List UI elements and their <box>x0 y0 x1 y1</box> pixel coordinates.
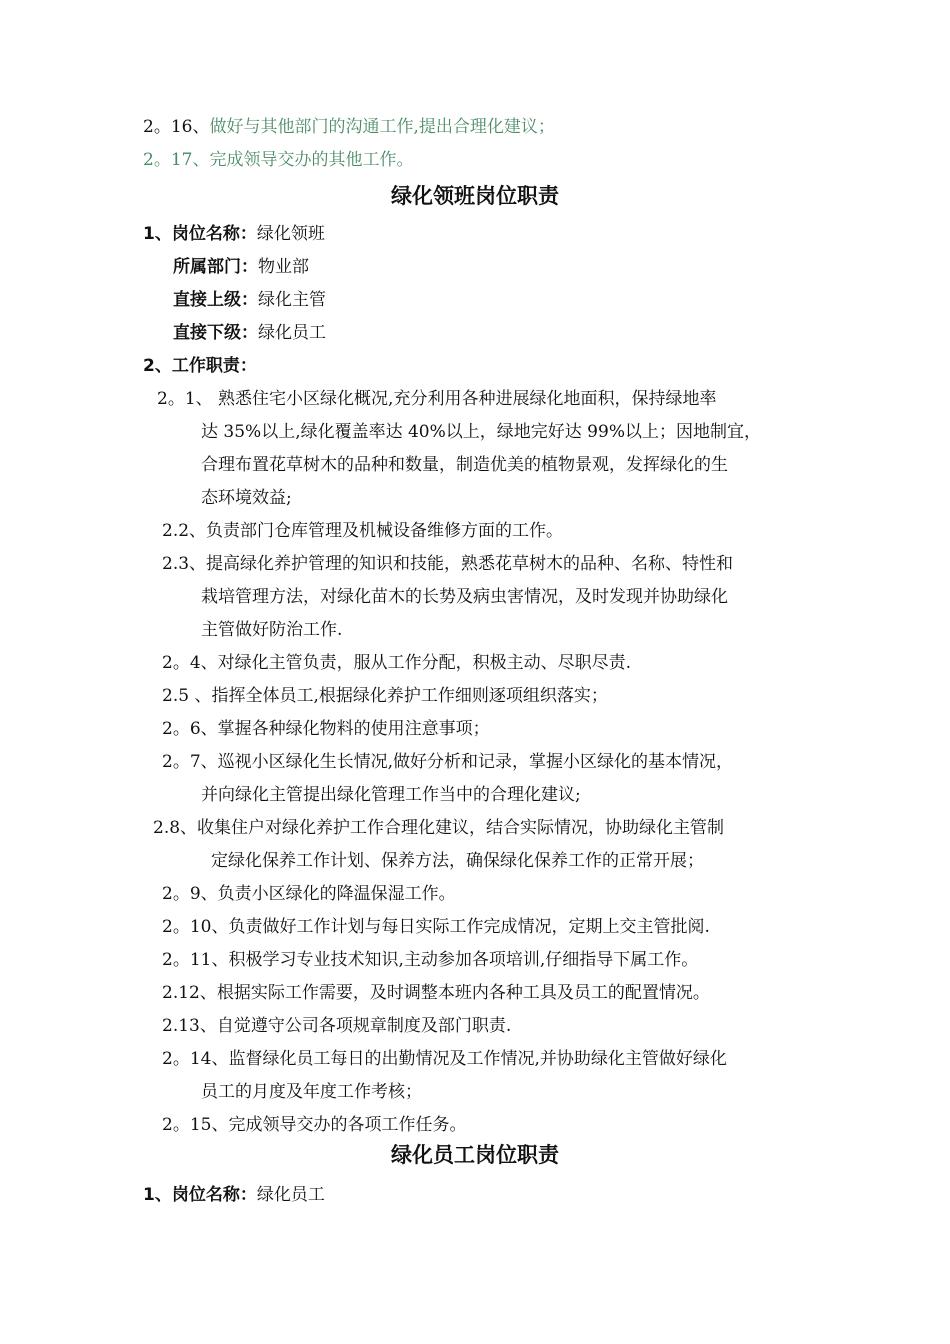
superior-row <box>173 288 326 312</box>
duty-line: 2。6、掌握各种绿化物料的使用注意事项； <box>162 719 490 739</box>
department-label: 所属部门： <box>173 257 258 277</box>
department-row <box>173 255 309 279</box>
duty-line: 2。1、 熟悉住宅小区绿化概况,充分利用各种进展绿化地面积，保持绿地率 <box>157 389 717 409</box>
item-text: 做好与其他部门的沟通工作,提出合理化建议； <box>209 117 555 137</box>
subordinate-row <box>173 321 326 345</box>
post-name-value: 绿化领班 <box>256 224 325 244</box>
duty-line: 2。9、负责小区绿化的降温保湿工作。 <box>162 884 456 904</box>
duty-line: 合理布置花草树木的品种和数量，制造优美的植物景观，发挥绿化的生 <box>201 455 728 475</box>
duty-line: 2.2、负责部门仓库管理及机械设备维修方面的工作。 <box>162 521 564 541</box>
item-number: 2。16、 <box>143 117 210 137</box>
duty-line: 达 35%以上,绿化覆盖率达 40%以上，绿地完好达 99%以上；因地制宜， <box>201 422 761 442</box>
duty-line: 并向绿化主管提出绿化管理工作当中的合理化建议; <box>201 785 581 805</box>
superior-label: 直接上级： <box>173 290 258 310</box>
duty-line: 员工的月度及年度工作考核； <box>201 1082 422 1102</box>
item-number: 2。17、 <box>143 150 210 170</box>
duty-line: 2.12、根据实际工作需要，及时调整本班内各种工具及员工的配置情况。 <box>162 983 710 1003</box>
duty-line: 定绿化保养工作计划、保养方法，确保绿化保养工作的正常开展； <box>211 851 704 871</box>
item-2-16 <box>143 115 555 139</box>
item-number: 1、 <box>143 1185 172 1205</box>
post-name-label: 岗位名称： <box>171 224 257 244</box>
department-value: 物业部 <box>258 257 309 277</box>
post-name-row <box>143 222 325 246</box>
duty-line: 2。10、负责做好工作计划与每日实际工作完成情况，定期上交主管批阅. <box>162 917 710 937</box>
section-title-leader: 绿化领班岗位职责 <box>391 184 559 208</box>
post-name-value: 绿化员工 <box>256 1185 325 1205</box>
item-text: 完成领导交办的其他工作。 <box>209 150 414 170</box>
superior-value: 绿化主管 <box>258 290 326 310</box>
duty-line: 2.3、提高绿化养护管理的知识和技能，熟悉花草树木的品种、名称、特性和 <box>162 554 734 574</box>
post-name-label: 岗位名称： <box>171 1185 257 1205</box>
duty-line: 2。11、积极学习专业技术知识,主动参加各项培训,仔细指导下属工作。 <box>162 950 699 970</box>
section-title-staff: 绿化员工岗位职责 <box>391 1143 559 1167</box>
duty-line: 2.5 、指挥全体员工,根据绿化养护工作细则逐项组织落实； <box>162 686 608 706</box>
duties-heading-text: 工作职责： <box>171 356 257 376</box>
staff-post-name-row <box>143 1183 325 1207</box>
duty-line: 2。15、完成领导交办的各项工作任务。 <box>162 1115 467 1135</box>
duty-line: 2。4、对绿化主管负责，服从工作分配，积极主动、尽职尽责. <box>162 653 632 673</box>
item-number: 1、 <box>143 224 172 244</box>
duty-line: 态环境效益; <box>201 488 292 508</box>
duty-line: 2。14、监督绿化员工每日的出勤情况及工作情况,并协助绿化主管做好绿化 <box>162 1049 727 1069</box>
duty-line: 2.13、自觉遵守公司各项规章制度及部门职责. <box>162 1016 512 1036</box>
subordinate-label: 直接下级： <box>173 323 258 343</box>
item-number: 2、 <box>143 356 172 376</box>
duties-heading <box>143 354 257 378</box>
duty-line: 主管做好防治工作. <box>201 620 343 640</box>
duty-line: 栽培管理方法，对绿化苗木的长势及病虫害情况，及时发现并协助绿化 <box>201 587 728 607</box>
duty-line: 2。7、巡视小区绿化生长情况,做好分析和记录，掌握小区绿化的基本情况， <box>162 752 734 772</box>
item-2-17 <box>143 148 413 172</box>
duty-line: 2.8、收集住户对绿化养护工作合理化建议，结合实际情况，协助绿化主管制 <box>153 818 725 838</box>
subordinate-value: 绿化员工 <box>258 323 326 343</box>
